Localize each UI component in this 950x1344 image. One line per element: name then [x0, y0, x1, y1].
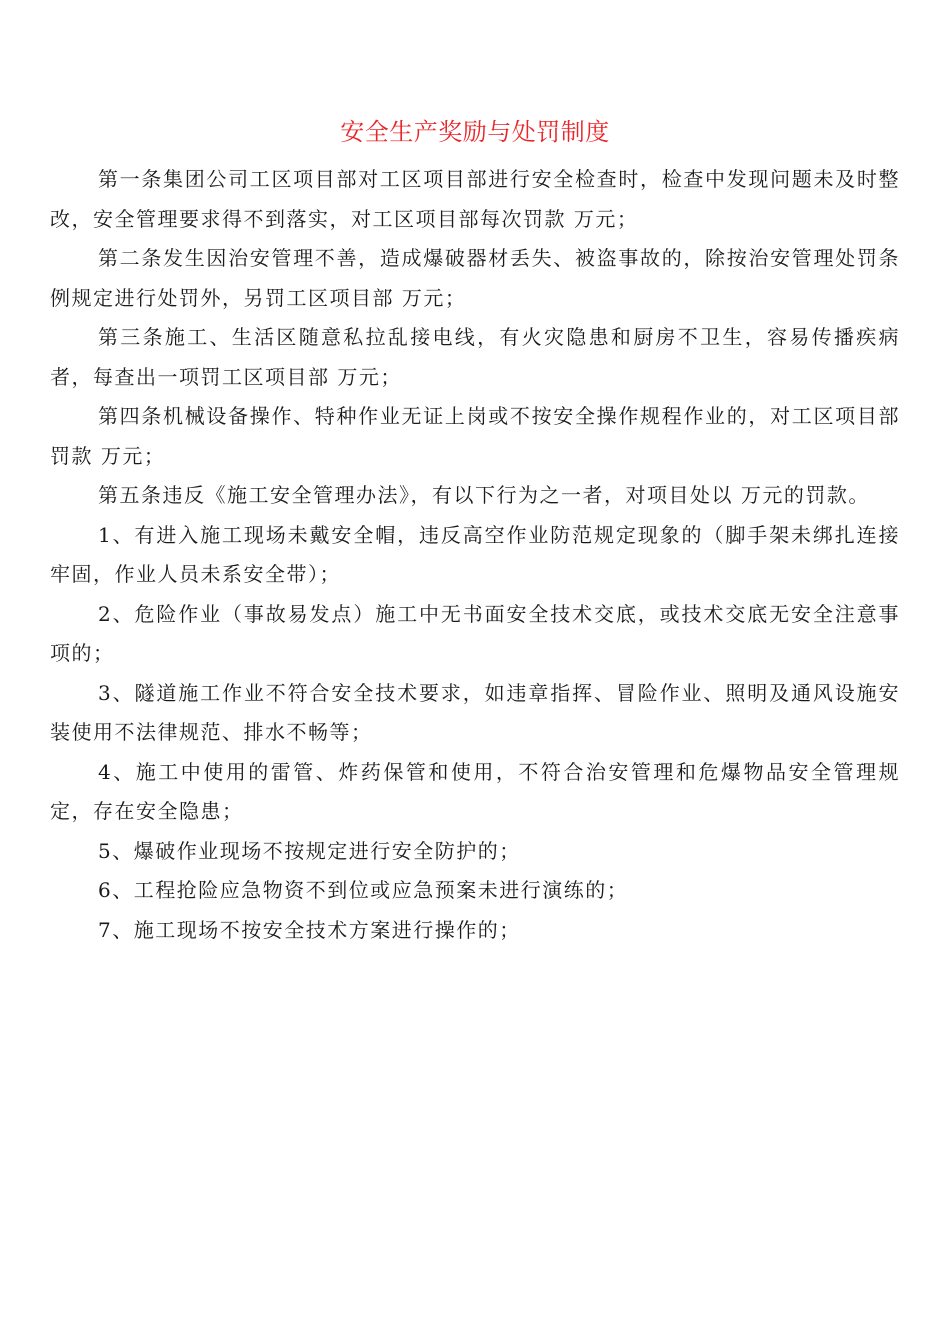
- document-title: 安全生产奖励与处罚制度: [340, 118, 610, 146]
- article-3: 第三条施工、生活区随意私拉乱接电线，有火灾隐患和厨房不卫生，容易传播疾病者，每查出一项罚工区项目部 万元；: [50, 325, 900, 389]
- article-4: 第四条机械设备操作、特种作业无证上岗或不按安全操作规程作业的，对工区项目部罚款 万元；: [50, 404, 900, 468]
- list-item-4: 4、施工中使用的雷管、炸药保管和使用，不符合治安管理和危爆物品安全管理规定，存在安全隐患；: [50, 759, 900, 823]
- list-item-3: 3、隧道施工作业不符合安全技术要求，如违章指挥、冒险作业、照明及通风设施安装使用不法律规范、排水不畅等；: [50, 680, 900, 744]
- document-body: [50, 160, 900, 950]
- article-5: 第五条违反《施工安全管理办法》，有以下行为之一者，对项目处以 万元的罚款。: [98, 483, 870, 507]
- list-item-6: 6、工程抢险应急物资不到位或应急预案未进行演练的；: [98, 878, 629, 902]
- article-2: 第二条发生因治安管理不善，造成爆破器材丢失、被盗事故的，除按治安管理处罚条例规定进行处罚外，另罚工区项目部 万元；: [50, 246, 900, 310]
- list-item-7: 7、施工现场不按安全技术方案进行操作的；: [98, 917, 521, 942]
- article-1: 第一条集团公司工区项目部对工区项目部进行安全检查时，检查中发现问题未及时整改，安全管理要求得不到落实，对工区项目部每次罚款 万元；: [50, 167, 900, 231]
- list-item-5: 5、爆破作业现场不按规定进行安全防护的；: [98, 838, 521, 863]
- list-item-1: 1、有进入施工现场未戴安全帽，违反高空作业防范规定现象的（脚手架未绑扎连接牢固，作业人员未系安全带）；: [50, 522, 900, 586]
- list-item-2: 2、危险作业（事故易发点）施工中无书面安全技术交底，或技术交底无安全注意事项的；: [50, 601, 900, 665]
